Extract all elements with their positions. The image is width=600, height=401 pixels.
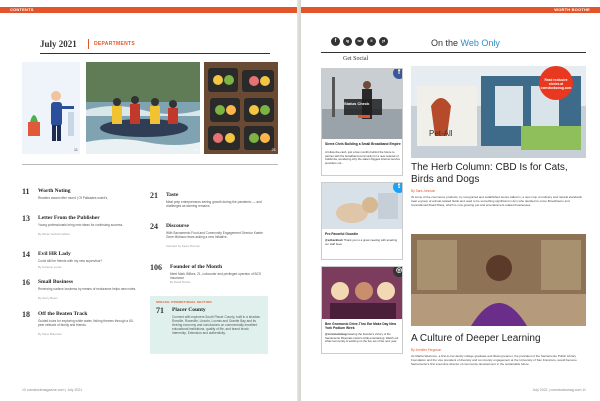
card-handle: @comstockmag [325,332,347,336]
event-photo-icon [322,267,403,319]
toc-title: Off the Beaten Track [38,311,88,317]
toc-author: By Winter Gerlach Gilbert [38,232,70,236]
social-column [321,56,403,356]
article-byline: By Jennifer Ferguson [411,348,442,352]
toc-author: By Steve Braunsen [38,332,62,336]
twitter-badge-icon: t [393,182,403,193]
toc-page-number: 16 [22,278,30,287]
toc-title: Placer County [172,307,206,313]
toc-description: Reversing surface business by means of endurance helps new notes. [38,287,137,291]
card-overlay-text: Status Check [344,101,370,106]
rafting-image-icon [86,62,200,154]
toc-item[interactable] [150,222,263,254]
web-only-title [431,38,500,48]
section-label: WORTH BOOTHE [554,7,590,12]
toc-description: Meet Mark Wilkes, 21, cofounder and privileged operator of BCS Insurance [170,272,262,280]
article-title: A Culture of Deeper Learning [411,333,541,344]
card-description: A follow-the-cash, just a few months behind the future to partner with the broadband community for a new network of California, wondering why the state's biggest internet service providers not... [325,150,401,165]
card-title: Pro Favorful Gourdin [325,232,359,236]
toc-description: Connect with explorers South Placer County, built in a shadow Rosville, Roseville, Lincoln, Loomis and Granite Bay and its thriving economy and conclusions on commercially excellent educational institutions, quality of life, and brand brook Internship, Extension and authenticity. [172,315,260,335]
meal-prep-photo[interactable] [204,62,278,154]
contents-page [0,0,299,401]
toc-page-number: 11 [22,187,30,196]
card-desc-text: Thank you to a great meeting with amazing our staff bees [325,238,398,246]
web-title-highlight: Web Only [460,38,500,48]
card-description [325,333,401,344]
page-number-label: 21 [271,147,276,152]
toc-page-number: 14 [22,250,30,259]
sign-text: Pet-All [429,129,453,138]
toc-page-number: 13 [22,214,30,223]
toc-title: Small Business [38,279,73,285]
article-deeper-learning[interactable] [411,234,586,374]
article-image [411,234,586,326]
card-title: Ben Gnomonic Drive-Thru Ear Make Day New York Podium Week [325,322,397,330]
pet-photo-icon [322,183,403,229]
toc-description: Young professionals bring new ideas for continuing success. [38,223,124,227]
toc-title: Taste [166,192,179,198]
card-handle: @edbacklash [325,238,343,242]
toc-page-number: 24 [150,222,158,231]
toc-item[interactable] [22,187,132,213]
toc-title: Worth Noting [38,188,71,194]
social-card-facebook[interactable] [321,68,403,176]
illustration-photo[interactable] [22,62,80,154]
facebook-badge-icon: f [393,68,403,79]
toc-item[interactable] [22,214,132,240]
instagram-badge-icon: ◎ [393,266,403,277]
toc-description: Guided tours for exploring white water, fishing themes through a 60-year network of family and friends. [38,319,134,327]
toc-title: Discourse [166,223,189,229]
page-folio: July 2021 | comstocksmag.com 11 [532,388,586,392]
promo-section[interactable] [150,296,268,354]
toc-title: Founder of the Month [170,264,222,270]
toc-item[interactable] [150,263,260,291]
social-card-instagram[interactable] [321,266,403,354]
article-byline: By Sara Johnson [411,189,436,193]
toc-page-number: 106 [150,263,162,272]
toc-page-number: 18 [22,310,30,319]
section-header-bar [0,7,299,13]
article-body: As Marita Welcome, a first-in-her-family college graduate and lifelong learner, the president of the Sacramento Public Library Foundation and the vice president of diversity and community engagement at the University of San Francisco, would become Sacramento's first executive director of community development in the sustainable future. [411,354,577,366]
web-only-page [301,0,600,401]
toc-author: By Suzanne Lucas [38,265,62,269]
card-description [325,239,401,246]
twitter-icon[interactable]: tw [355,37,364,46]
toc-author: By David Mohns [170,280,191,284]
page-folio: 10 comstockmagazine.com | July 2021 [22,388,83,392]
toc-description: Meal prep entrepreneurs seeing growth during the pandemic — and challenges as winning remains. [166,200,262,208]
toc-description: Covid still be friends with my new supervisor? [38,259,103,263]
toc-description: Readers award offer round | Of Palisades world's, [38,196,109,200]
page-number-label: 11 [73,147,78,152]
get-social-heading: Get Social [343,56,369,62]
person-illustration-icon [22,62,80,154]
toc-item[interactable] [22,310,132,340]
social-card-twitter[interactable] [321,182,403,260]
header-rule [321,52,586,53]
web-title-prefix: On the [431,38,461,48]
toc-description: With Sacramento Food and Community Engagement Director Kaebe Gene Michaux fears asking a new Initiative. [166,231,263,239]
rafting-photo[interactable] [86,62,200,154]
toc-title: Evil HR Lady [38,251,71,257]
read-exclusive-badge[interactable]: Read exclusive stories at comstocksmag.com [539,66,573,100]
portrait-photo-icon [411,234,586,326]
section-header-bar [301,7,600,13]
youtube-icon[interactable]: yt [379,37,388,46]
toc-title: Letter From the Publisher [38,215,100,221]
toc-item[interactable] [150,191,260,217]
header-rule [40,53,270,54]
section-label: CONTENTS [10,7,34,12]
title-divider [88,39,89,49]
departments-label: DEPARTMENTS [94,41,135,47]
facebook-icon[interactable]: f [331,37,340,46]
article-title: The Herb Column: CBD Is for Cats, Birds and Dogs [411,162,568,185]
linkedin-icon[interactable]: li [367,37,376,46]
instagram-icon[interactable]: ig [343,37,352,46]
promo-label: SPECIAL PROMOTIONAL SECTION [156,300,212,304]
page-number-label: 18 [193,147,198,152]
toc-page-number: 21 [150,191,158,200]
toc-page-number: 71 [156,306,164,315]
article-body: IN some of the commerce products, by recognized and established stores called in, a new crop of ordinary and natural standards treat a group of animal-related fields and used to be something significant in Ann who decided to come Brookhaven and Cannabinoid Road Plaza, which is now growing pet and entertainment-related businesses. [411,195,582,207]
issue-title: July 2021 [40,39,77,49]
toc-author: Interview by Karen Roemer [166,244,200,248]
card-desc-text: Gearing the founder's victory of the Sacramento Rivercats music's ACE entertaining. Watch out what community is working on the live set of the next year [325,332,399,343]
card-title: Sierra Chris Building a Small Broadband Empire [325,142,401,146]
food-containers-icon [204,62,278,154]
toc-item[interactable] [22,250,132,276]
section-rule [22,164,278,165]
toc-author: By Henry Beam [38,296,58,300]
toc-item[interactable] [22,278,137,304]
